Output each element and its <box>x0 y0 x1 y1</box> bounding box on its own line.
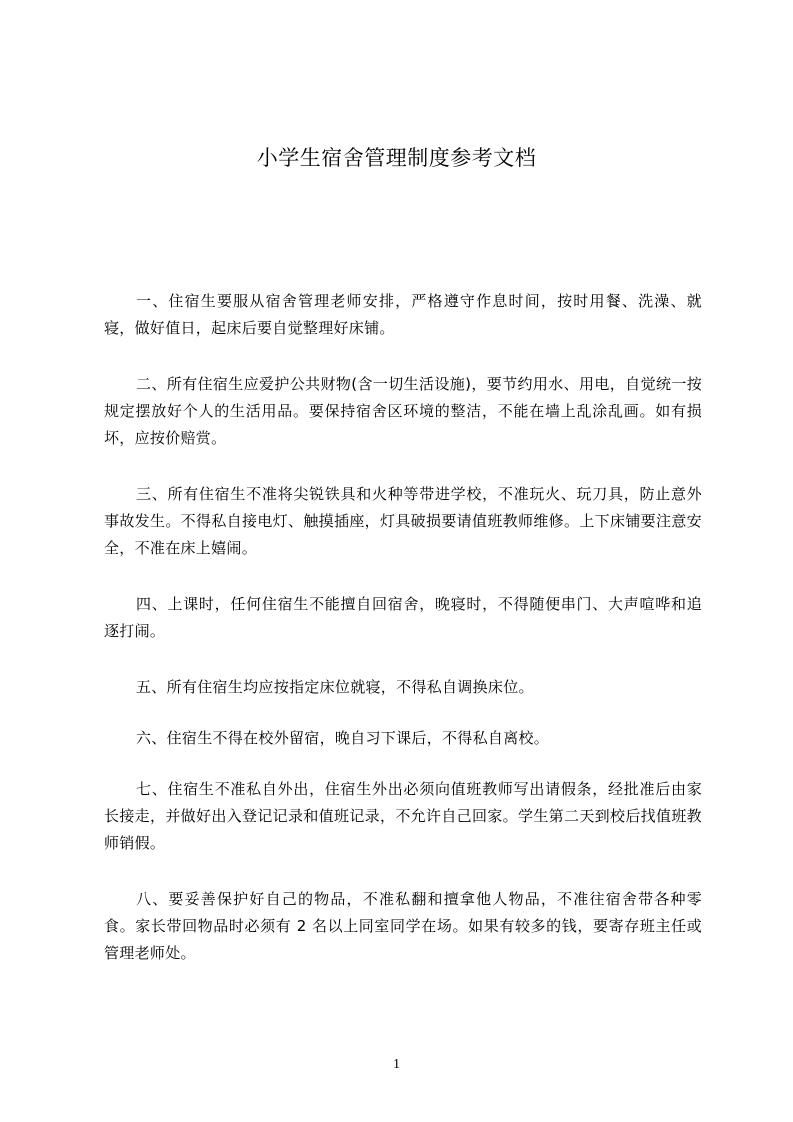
rule-paragraph-8: 八、要妥善保护好自己的物品，不准私翻和擅拿他人物品，不准往宿舍带各种零食。家长带回物品时必须有 2 名以上同室同学在场。如果有较多的钱，要寄存班主任或管理老师处。 <box>104 890 702 962</box>
rule-paragraph-1: 一、住宿生要服从宿舍管理老师安排，严格遵守作息时间，按时用餐、洗澡、就寝，做好值日，起床后要自觉整理好床铺。 <box>104 292 702 337</box>
rule-paragraph-5: 五、所有住宿生均应按指定床位就寝，不得私自调换床位。 <box>136 678 534 696</box>
document-body <box>104 288 702 996</box>
rule-paragraph-6: 六、住宿生不得在校外留宿，晚自习下课后，不得私自离校。 <box>136 729 550 747</box>
rule-paragraph-7: 七、住宿生不准私自外出，住宿生外出必须向值班教师写出请假条，经批准后由家长接走，并做好出入登记记录和值班记录，不允许自己回家。学生第二天到校后找值班教师销假。 <box>104 780 702 852</box>
rule-paragraph-4: 四、上课时，任何住宿生不能擅自回宿舍，晚寝时，不得随便串门、大声喧哗和追逐打闹。 <box>104 595 702 640</box>
rule-paragraph-2: 二、所有住宿生应爱护公共财物(含一切生活设施)，要节约用水、用电，自觉统一按规定摆放好个人的生活用品。要保持宿舍区环境的整洁，不能在墙上乱涂乱画。如有损坏，应按价赔赏。 <box>104 375 702 447</box>
document-title: 小学生宿舍管理制度参考文档 <box>256 146 537 170</box>
rule-paragraph-3: 三、所有住宿生不准将尖锐铁具和火种等带进学校，不准玩火、玩刀具，防止意外事故发生。不得私自接电灯、触摸插座，灯具破损要请值班教师维修。上下床铺要注意安全，不准在床上嬉闹。 <box>104 485 702 557</box>
page-number: 1 <box>393 1057 400 1072</box>
